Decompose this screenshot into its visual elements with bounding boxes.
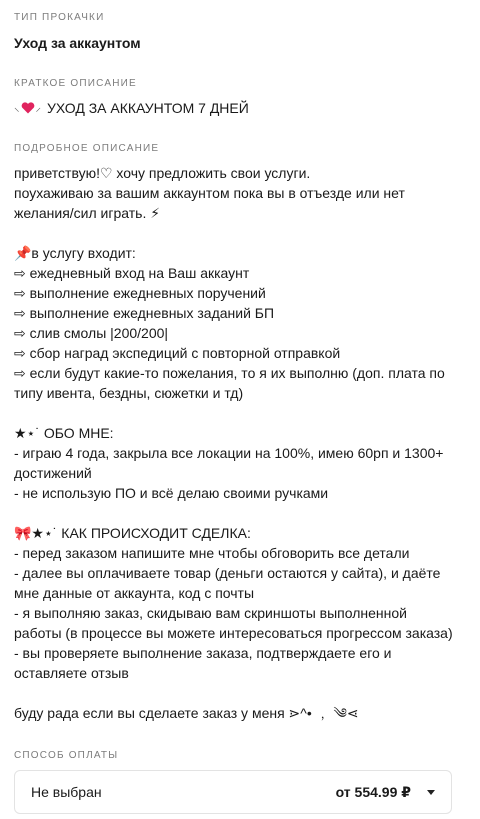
- description-line: - далее вы оплачиваете товар (деньги остаются у сайта), и даёте: [14, 565, 441, 581]
- description-line: желания/сил играть. ⚡: [14, 205, 161, 221]
- chevron-down-icon[interactable]: [427, 790, 435, 795]
- long-description-label: ПОДРОБНОЕ ОПИСАНИЕ: [14, 143, 160, 154]
- description-line: ★⋆˙ ОБО МНЕ:: [14, 425, 114, 441]
- description-line: ⇨ выполнение ежедневных заданий БП: [14, 305, 275, 321]
- description-spacer: [14, 223, 470, 243]
- short-description-label: КРАТКОЕ ОПИСАНИЕ: [14, 78, 137, 89]
- type-value: Уход за аккаунтом: [14, 35, 141, 51]
- heart-icon: [21, 102, 35, 114]
- description-line: ⇨ сбор наград экспедиций с повторной отправкой: [14, 345, 341, 361]
- short-description-text: УХОД ЗА АККАУНТОМ 7 ДНЕЙ: [47, 100, 249, 116]
- description-line: - не использую ПО и всё делаю своими ручками: [14, 485, 329, 501]
- short-description-value: [14, 99, 249, 117]
- payment-method-select[interactable]: [14, 770, 452, 814]
- description-line: - я выполняю заказ, скидываю вам скриншоты выполненной: [14, 605, 407, 621]
- description-line: ⇨ ежедневный вход на Ваш аккаунт: [14, 265, 250, 281]
- description-line: мне данные от аккаунта, код с почты: [14, 585, 255, 601]
- deco-left-icon: ⸜: [14, 102, 20, 114]
- description-line: ⇨ если будут какие-то пожелания, то я их выполню (доп. плата по: [14, 365, 445, 381]
- description-line: оставляете отзыв: [14, 665, 129, 681]
- description-line: 📌в услугу входит:: [14, 245, 136, 261]
- long-description: [14, 163, 470, 723]
- description-spacer: [14, 503, 470, 523]
- payment-price: от 554.99 ₽: [335, 783, 411, 800]
- payment-selected-value: Не выбран: [31, 784, 102, 800]
- description-line: ⇨ слив смолы |200/200|: [14, 325, 169, 341]
- description-spacer: [14, 403, 470, 423]
- deco-right-icon: ⸝: [35, 102, 41, 114]
- description-line: типу ивента, бездны, сюжетки и тд): [14, 385, 244, 401]
- description-line: поухаживаю за вашим аккаунтом пока вы в отъезде или нет: [14, 185, 405, 201]
- payment-label: СПОСОБ ОПЛАТЫ: [14, 750, 119, 761]
- description-spacer: [14, 683, 470, 703]
- type-label: ТИП ПРОКАЧКИ: [14, 12, 105, 23]
- description-line: 🎀★⋆˙ КАК ПРОИСХОДИТ СДЕЛКА:: [14, 525, 251, 541]
- description-line: - вы проверяете выполнение заказа, подтверждаете его и: [14, 645, 392, 661]
- description-line: приветствую!♡ хочу предложить свои услуги.: [14, 165, 311, 181]
- description-line: - играю 4 года, закрыла все локации на 100%, имею 60рп и 1300+: [14, 445, 444, 461]
- description-line: работы (в процессе вы можете интересоваться прогрессом заказа): [14, 625, 453, 641]
- description-line: буду рада если вы сделаете заказ у меня ⋗^• ﹐ ༄⋖: [14, 705, 359, 721]
- description-line: ⇨ выполнение ежедневных поручений: [14, 285, 266, 301]
- description-line: достижений: [14, 465, 92, 481]
- description-line: - перед заказом напишите мне чтобы обговорить все детали: [14, 545, 410, 561]
